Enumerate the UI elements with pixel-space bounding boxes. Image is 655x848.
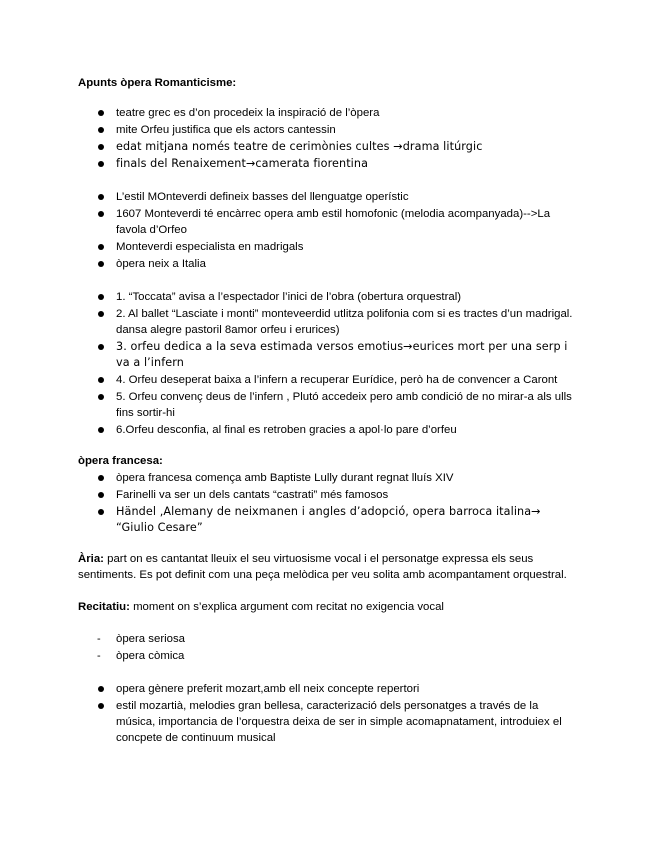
list-item: 3. orfeu dedica a la seva estimada versos emotius→eurices mort per una serp i va a l’infern <box>78 339 578 371</box>
bullet-icon <box>98 261 104 267</box>
recitatiu-paragraph <box>78 599 578 615</box>
aria-text: part on es cantantat lleuix el seu virtuosisme vocal i el personatge expressa els seus sentiments. Es pot definit com una peça melòdica per veu solita amb acompantament orquestral. <box>78 553 567 581</box>
list-item: Monteverdi especialista en madrigals <box>78 239 578 255</box>
bullet-icon <box>98 475 104 481</box>
list-item: opera gènere preferit mozart,amb ell neix concepte repertori <box>78 681 578 697</box>
list-item: - òpera còmica <box>97 650 185 662</box>
bullet-icon <box>98 211 104 217</box>
bullet-icon <box>98 194 104 200</box>
list-item: 1607 Monteverdi té encàrrec opera amb estil homofonic (melodia acompanyada)-->La favola d’Orfeo <box>78 206 578 238</box>
list-item: 2. Al ballet “Lasciate i monti” monteveerdid utlitza polifonia com si es tractes d’un madrigal. dansa alegre pastoril 8amor orfeu i erurices) <box>78 306 578 338</box>
list-item: teatre grec es d’on procedeix la inspiració de l’òpera <box>78 105 578 121</box>
list-item: - òpera seriosa <box>97 633 186 645</box>
list-item: estil mozartià, melodies gran bellesa, caracterizació dels personatges a través de la música, importancia de l’orquestra deixa de ser in simple acomapnatament, introduiex el concpete de continuum musical <box>78 698 578 746</box>
bullet-list-orfeo <box>78 289 578 438</box>
section-heading-francesa: òpera francesa: <box>78 455 163 467</box>
list-item: Händel ,Alemany de neixmanen i angles d’adopció, opera barroca italina→ “Giulio Cesare” <box>78 504 578 536</box>
bullet-icon <box>98 311 104 317</box>
list-item: òpera neix a Italia <box>78 256 578 272</box>
bullet-icon <box>98 110 104 116</box>
aria-paragraph <box>78 551 578 583</box>
recitatiu-text: moment on s’explica argument com recitat no exigencia vocal <box>129 601 444 613</box>
bullet-icon <box>98 686 104 692</box>
document-title: Apunts òpera Romanticisme: <box>78 77 237 89</box>
bullet-icon <box>98 703 104 709</box>
bullet-icon <box>98 492 104 498</box>
list-item: 6.Orfeu desconfia, al final es retroben gracies a apol·lo pare d’orfeu <box>78 422 578 438</box>
list-item: Farinelli va ser un dels cantats “castrati” més famosos <box>78 487 578 503</box>
bullet-list-origins <box>78 105 578 172</box>
list-item: L’estil MOnteverdi defineix basses del llenguatge operístic <box>78 189 578 205</box>
aria-label: Ària: <box>78 553 104 565</box>
list-item: finals del Renaixement→camerata fiorentina <box>78 156 578 172</box>
bullet-icon <box>98 509 104 515</box>
list-item: 4. Orfeu deseperat baixa a l’infern a recuperar Eurídice, però ha de convencer a Caront <box>78 372 578 388</box>
bullet-icon <box>98 244 104 250</box>
bullet-icon <box>98 161 104 167</box>
bullet-icon <box>98 394 104 400</box>
document-body <box>78 75 578 747</box>
list-item: mite Orfeu justifica que els actors cantessin <box>78 122 578 138</box>
list-item: edat mitjana només teatre de cerimònies cultes →drama litúrgic <box>78 139 578 155</box>
dash-icon: - <box>97 650 101 662</box>
bullet-icon <box>98 427 104 433</box>
list-item: 1. “Toccata” avisa a l’espectador l’inici de l’obra (obertura orquestral) <box>78 289 578 305</box>
dash-icon: - <box>97 633 101 645</box>
bullet-list-monteverdi <box>78 189 578 272</box>
bullet-list-mozart <box>78 681 578 746</box>
bullet-icon <box>98 344 104 350</box>
bullet-icon <box>98 294 104 300</box>
bullet-list-francesa <box>78 470 578 536</box>
bullet-icon <box>98 144 104 150</box>
dash-list-opera-types <box>78 631 578 664</box>
list-item: 5. Orfeu convenç deus de l’infern , Plutó accedeix pero amb condició de no mirar-a als ulls fins sortir-hi <box>78 389 578 421</box>
bullet-icon <box>98 127 104 133</box>
recitatiu-label: Recitatiu: <box>78 601 130 613</box>
list-item: òpera francesa comença amb Baptiste Lully durant regnat lluís XIV <box>78 470 578 486</box>
bullet-icon <box>98 377 104 383</box>
